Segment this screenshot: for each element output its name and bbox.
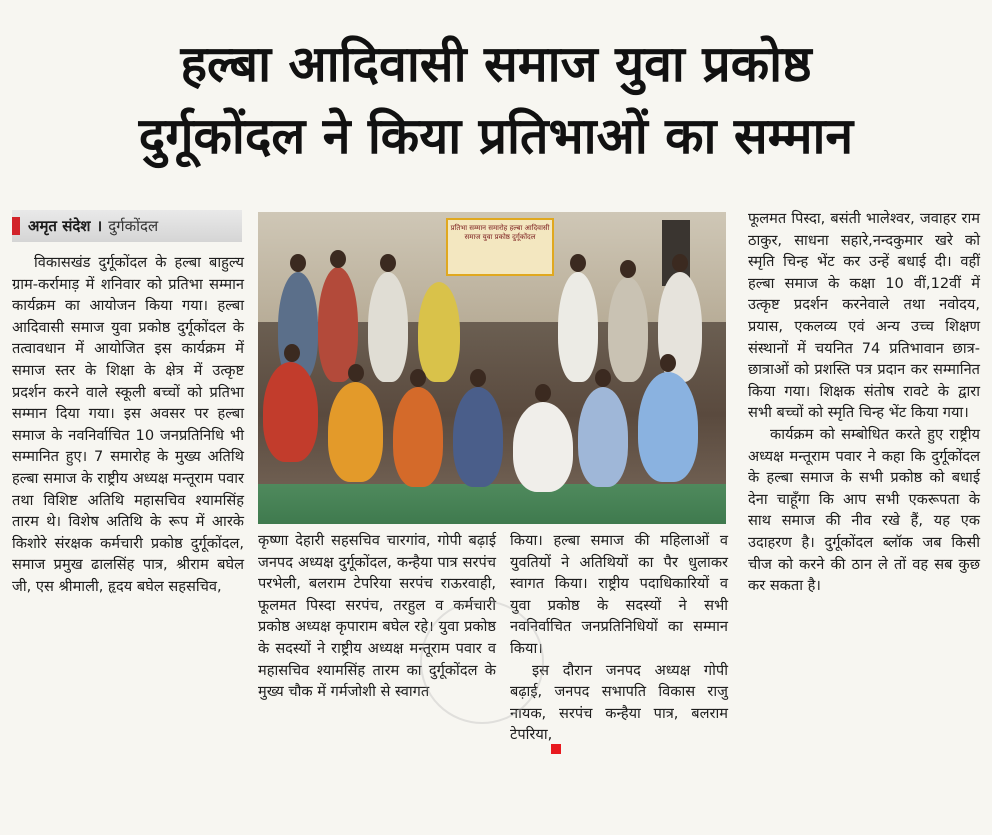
red-square-icon	[551, 744, 561, 754]
photo-head	[290, 254, 306, 272]
photo-head	[330, 250, 346, 268]
paragraph: फूलमत पिस्दा, बसंती भालेश्वर, जवाहर राम ठाकुर, साधना सहारे,नन्दकुमार खरे को स्मृति चिन्ह भेंट कर उन्हें बधाई दी। वहीं हल्बा समाज के कक्षा 10 वीं,12वीं में उत्कृष्ट प्रदर्शन करनेवाले तथा नवोदय, प्रयास, एकलव्य एवं अन्य उच्च शिक्षण संस्थानों में चयनित 74 प्रतिभावान छात्र-छात्राओं को प्रशस्ति पत्र प्रदान कर सम्मानित किया गया। शिक्षक संतोष रावटे के द्वारा सभी बच्चों को स्मृति चिन्ह भेंट किया गया।	[748, 210, 980, 422]
photo-person	[368, 272, 408, 382]
photo-person	[608, 277, 648, 382]
headline	[0, 28, 992, 172]
paragraph: कार्यक्रम को सम्बोधित करते हुए राष्ट्रीय अध्यक्ष मन्तूराम पवार ने कहा कि दुर्गूकोंदल के हल्बा समाज के सभी प्रकोष्ठ को बधाई देना चाहूँगा कि आप सभी एकरूपता के साथ समाज की नीव रखे हैं, यह एक उदाहरण है। दुर्गूकोंदल ब्लॉक जब किसी चीज को करने की ठान ले तों वह सब कुछ कर सकता है।	[748, 425, 980, 595]
article-column-3	[748, 208, 980, 597]
photo-person	[453, 387, 503, 487]
paragraph: कृष्णा देहारी सहसचिव चारगांव, गोपी बढ़ाई जनपद अध्यक्ष दुर्गूकोंदल, कन्हैया पात्र सरपंच परभेली, बलराम टेपरिया सरपंच राऊरवाही, फूलमत पिस्दा सरपंच, तरहुल व कर्मचारी प्रकोष्ठ अध्यक्ष कृपाराम बघेल रहे। युवा प्रकोष्ठ के सदस्यों ने राष्ट्रीय अध्यक्ष मन्तूराम पवार व महासचिव श्यामसिंह तारम का दुर्गूकोंदल के मुख्य चौक में गर्मजोशी से स्वागत	[258, 532, 496, 701]
headline-line-1: हल्बा आदिवासी समाज युवा प्रकोष्ठ	[180, 35, 812, 93]
event-photo	[258, 212, 726, 524]
newspaper-name: अमृत संदेश	[28, 217, 91, 235]
photo-head	[570, 254, 586, 272]
photo-head	[672, 254, 688, 272]
photo-head	[410, 369, 426, 387]
photo-head	[284, 344, 300, 362]
photo-person	[418, 282, 460, 382]
photo-head	[380, 254, 396, 272]
byline	[12, 210, 242, 242]
photo-head	[660, 354, 676, 372]
dateline-place: दुर्गकोंदल	[108, 217, 159, 235]
paragraph: किया। हल्बा समाज की महिलाओं व युवतियों ने अतिथियों का पैर धुलाकर स्वागत किया। राष्ट्रीय पदाधिकारियों व युवा प्रकोष्ठ के सदस्यों ने सभी नवनिर्वाचित जनप्रतिनिधियों का सम्मान किया।	[510, 532, 728, 657]
photo-head	[348, 364, 364, 382]
article-column-2b	[510, 530, 728, 746]
article-column-2a	[258, 530, 496, 703]
photo-person	[578, 387, 628, 487]
article-column-1	[12, 252, 244, 598]
photo-person	[328, 382, 383, 482]
article-column-2	[258, 530, 728, 820]
photo-head	[535, 384, 551, 402]
photo-banner: प्रतिभा सम्मान समारोह हल्बा आदिवासी समाज युवा प्रकोष्ठ दुर्गूकोंदल	[446, 218, 554, 276]
photo-person	[393, 387, 443, 487]
red-marker-icon	[12, 217, 20, 235]
paragraph: इस दौरान जनपद अध्यक्ष गोपी बढ़ाई, जनपद सभापति विकास राजु नायक, सरपंच कन्हैया पात्र, बलराम टेपरिया,	[510, 661, 728, 744]
headline-line-2: दुर्गूकोंदल ने किया प्रतिभाओं का सम्मान	[138, 107, 854, 165]
photo-person	[263, 362, 318, 462]
photo-head	[470, 369, 486, 387]
photo-person	[558, 272, 598, 382]
photo-person	[513, 402, 573, 492]
photo-head	[595, 369, 611, 387]
photo-floor	[258, 484, 726, 524]
byline-separator: ।	[96, 217, 103, 235]
paragraph: विकासखंड दुर्गूकोंदल के हल्बा बाहुल्य ग्राम-कर्रामाड़ में शनिवार को प्रतिभा सम्मान कार्यक्रम का आयोजन किया गया। हल्बा आदिवासी समाज युवा प्रकोष्ठ दुर्गूकोंदल के तत्वावधान में आयोजित इस कार्यक्रम में समाज स्तर के शिक्षा के क्षेत्र में उत्कृष्ट प्रदर्शन करने वाले स्कूली बच्चों को प्रतिभा सम्मान दिया गया। इस अवसर पर हल्बा समाज के नवनिर्वाचित 10 जनप्रतिनिधि भी सम्मानित हुए। 7 समारोह के मुख्य अतिथि हल्बा समाज के राष्ट्रीय अध्यक्ष मन्तूराम पवार तथा विशिष्ट अतिथि महासचिव श्यामसिंह तारम थे। विशेष अतिथि के रूप में आरके किशोरे संरक्षक कर्मचारी प्रकोष्ठ दुर्गूकोंदल, समाज प्रमुख ढालसिंह पात्र, श्रीराम बघेल जी, एस श्रीमाली, हृदय बघेल सहसचिव,	[12, 254, 244, 595]
photo-head	[620, 260, 636, 278]
photo-person	[638, 372, 698, 482]
